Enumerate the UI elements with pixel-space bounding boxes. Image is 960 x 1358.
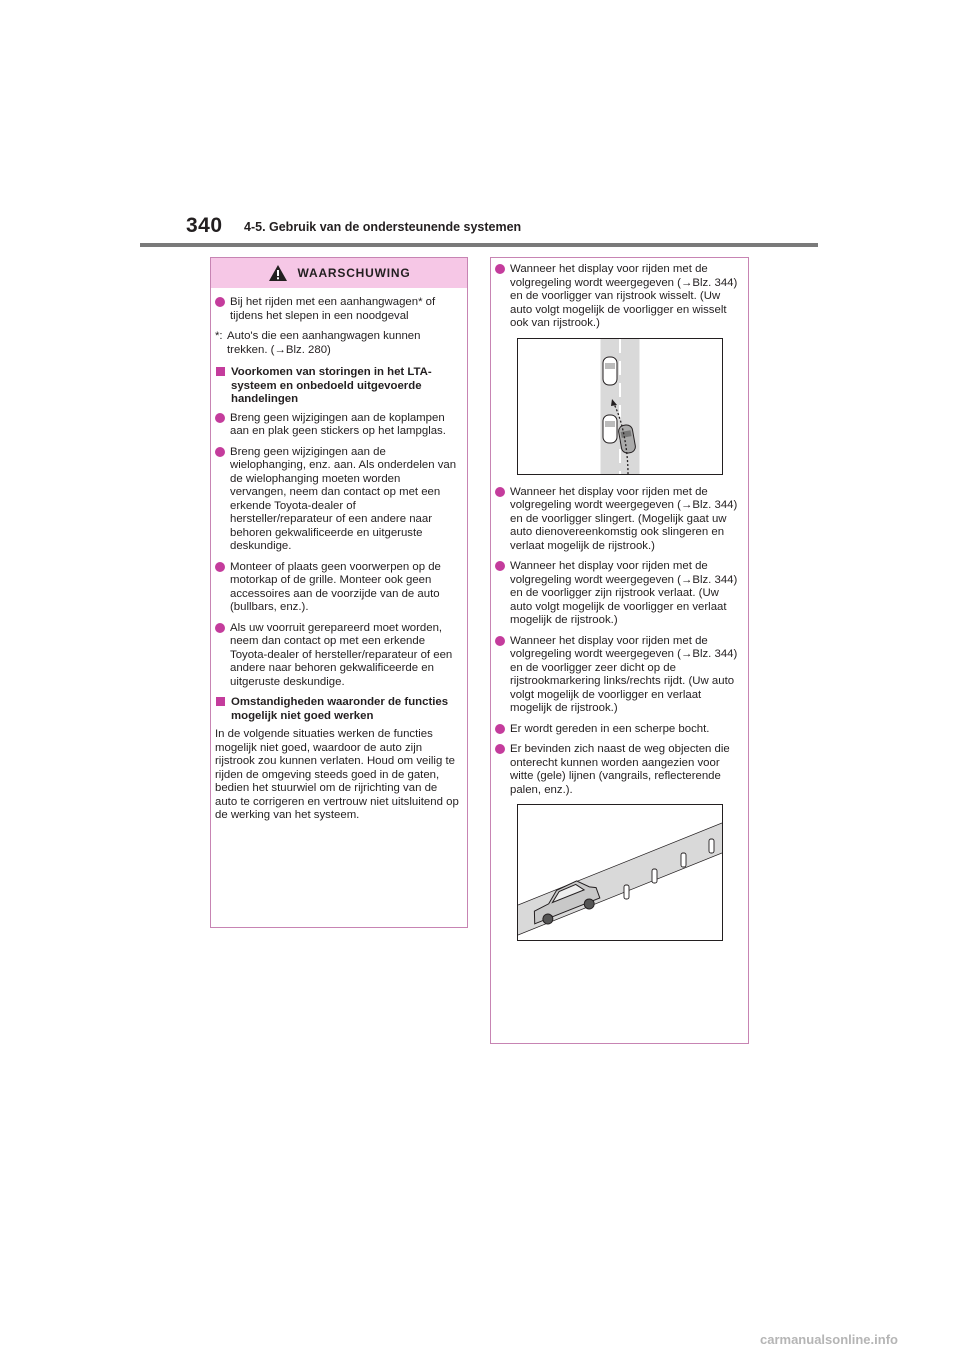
- list-item: Monteer of plaats geen voorwerpen op de motorkap of de grille. Monteer ook geen accessoires aan de voorzijde van de auto (bullbars, enz.).: [215, 561, 459, 615]
- bullet-dot-icon: [495, 744, 505, 754]
- warning-header: [211, 258, 467, 288]
- section-heading: Voorkomen van storingen in het LTA-systeem en onbedoeld uitgevoerde handelingen: [215, 366, 459, 407]
- bullet-dot-icon: [215, 562, 225, 572]
- bullet-dot-icon: [495, 561, 505, 571]
- square-bullet-icon: [216, 367, 225, 376]
- conditions-box: [490, 257, 749, 1044]
- section-heading: Omstandigheden waaronder de functies mogelijk niet goed werken: [215, 696, 459, 723]
- section-title: 4-5. Gebruik van de ondersteunende systemen: [244, 220, 522, 234]
- list-item: Als uw voorruit gerepareerd moet worden, neem dan contact op met een erkende Toyota-dealer of hersteller/reparateur of een andere naar behoren gekwalificeerde en uitgeruste deskundige.: [215, 622, 459, 690]
- guardrail-posts-illustration: [517, 804, 723, 941]
- body-paragraph: In de volgende situaties werken de functies mogelijk niet goed, waardoor de auto zijn rijstrook zou kunnen verlaten. Houd om veilig te rijden de omgeving steeds goed in de gaten, bedien het stuurwiel om de rijrichting van de auto te corrigeren en vertrouw niet uitsluitend op de werking van het systeem.: [215, 728, 459, 821]
- list-item: Wanneer het display voor rijden met de volgregeling wordt weergegeven (→Blz. 344) en de voorligger van rijstrook wisselt. (Uw auto volgt mogelijk de voorligger en wisselt ook van rijstrook.): [495, 263, 742, 331]
- footnote: *: Auto's die een aanhangwagen kunnen trekken. (→Blz. 280): [215, 330, 421, 356]
- bullet-dot-icon: [495, 636, 505, 646]
- bullet-dot-icon: [495, 724, 505, 734]
- list-item: Breng geen wijzigingen aan de wielophanging, enz. aan. Als onderdelen van de wielophanging moeten worden vervangen, neem dan contact op met een erkende Toyota-dealer of hersteller/reparateur of een andere naar behoren gekwalificeerde en uitgeruste deskundige.: [215, 446, 459, 554]
- bullet-dot-icon: [215, 297, 225, 307]
- list-item: Er wordt gereden in een scherpe bocht.: [495, 723, 742, 737]
- bullet-dot-icon: [215, 447, 225, 457]
- lead-car-icon: [603, 357, 617, 385]
- list-item: Bij het rijden met een aanhangwagen* of tijdens het slepen in een noodgeval: [215, 296, 459, 323]
- list-item: Wanneer het display voor rijden met de volgregeling wordt weergegeven (→Blz. 344) en de voorligger slingert. (Mogelijk gaat uw auto dienovereenkomstig ook slingeren en verlaat mogelijk de rijstrook.): [495, 486, 742, 554]
- bullet-dot-icon: [215, 623, 225, 633]
- square-bullet-icon: [216, 697, 225, 706]
- header-rule: [140, 243, 818, 247]
- bullet-dot-icon: [495, 264, 505, 274]
- bullet-dot-icon: [495, 487, 505, 497]
- warning-body: [211, 288, 467, 823]
- page-number: 340: [186, 214, 223, 237]
- conditions-body: [491, 258, 748, 941]
- warning-triangle-icon: [268, 264, 288, 282]
- lane-change-illustration: [517, 338, 723, 475]
- bullet-dot-icon: [215, 413, 225, 423]
- warning-box: [210, 257, 468, 928]
- warning-title: WAARSCHUWING: [297, 266, 411, 280]
- list-item: Breng geen wijzigingen aan de koplampen aan en plak geen stickers op het lampglas.: [215, 412, 459, 439]
- watermark: carmanualsonline.info: [760, 1332, 898, 1347]
- own-car-icon: [603, 415, 617, 443]
- list-item: Wanneer het display voor rijden met de volgregeling wordt weergegeven (→Blz. 344) en de voorligger zijn rijstrook verlaat. (Uw auto volgt mogelijk de voorligger en verlaat mogelijk de rijstrook.): [495, 560, 742, 628]
- list-item: Wanneer het display voor rijden met de volgregeling wordt weergegeven (→Blz. 344) en de voorligger zeer dicht op de rijstrookmarkering links/rechts rijdt. (Uw auto volgt mogelijk de voorligger en verlaat mogelijk de rijstrook.): [495, 635, 742, 716]
- list-item: Er bevinden zich naast de weg objecten die onterecht kunnen worden aangezien voor witte (gele) lijnen (vangrails, reflecterende palen, enz.).: [495, 743, 742, 797]
